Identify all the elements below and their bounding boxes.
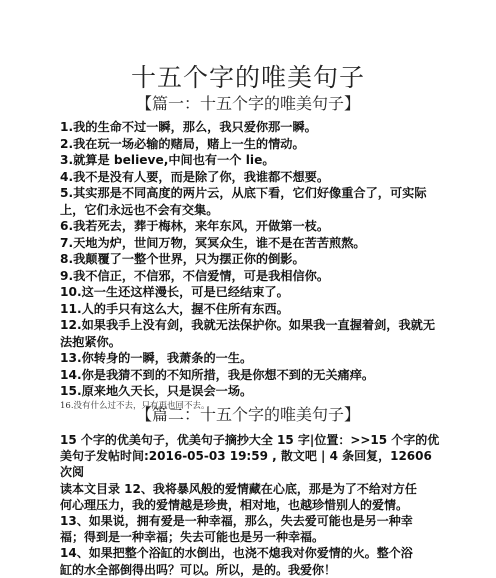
list-item: 3.就算是 believe,中间也有一个 lie。	[60, 153, 275, 167]
list-item: 10.这一生还这样漫长，可是已经结束了。	[60, 285, 289, 299]
list-item: 11.人的手只有这么大，握不住所有东西。	[60, 301, 289, 316]
paragraph-line: 福；得到是一种幸福；失去可能也是另一种幸福。	[60, 530, 325, 545]
list-item: 8.我颠覆了一整个世界，只为摆正你的倒影。	[60, 252, 305, 266]
section-one-heading: 【篇一：十五个字的唯美句子】	[135, 94, 360, 113]
list-item: 9.我不信正，不信邪，不信爱情，可是我相信你。	[60, 268, 330, 283]
section-two-heading: 【篇二：十五个字的唯美句子】	[135, 405, 360, 424]
list-item: 7.天地为炉，世间万物，冥冥众生，谁不是在苦苦煎熬。	[60, 235, 366, 250]
list-item: 4.我不是没有人要，而是除了你，我谁都不想要。	[60, 169, 330, 184]
sentence-list	[60, 119, 440, 412]
list-item: 6.我若死去，葬于梅林，来年东风，开做第一枝。	[60, 219, 330, 233]
paragraph-line: 14、如果把整个浴缸的水倒出，也浇不熄我对你爱情的火。整个浴	[60, 546, 413, 561]
list-item: 15.原来地久天长，只是误会一场。	[60, 384, 253, 398]
list-item: 2.我在玩一场必输的赌局，赌上一生的情动。	[60, 136, 305, 151]
list-item: 5.其实那是不同高度的两片云，从底下看，它们好像重合了，可实际上，它们永远也不会有交集。	[60, 186, 427, 217]
paragraph-line: 读本文目录 12、我将暴风般的爱情藏在心底，那是为了不给对方任	[60, 481, 417, 496]
section-two-paragraph	[60, 432, 442, 578]
paragraph-line: 美句子发帖时间:2016-05-03 19:59 , 散文吧 | 4 条回复，12606 次阅	[60, 449, 432, 480]
list-item: 13.你转身的一瞬，我萧条的一生。	[60, 351, 253, 365]
document-title: 十五个字的唯美句子	[130, 63, 365, 92]
paragraph-line: 何心理压力，我的爱情越是珍贵，相对地，也越珍惜别人的爱情。	[60, 497, 409, 512]
list-item: 1.我的生命不过一瞬，那么，我只爱你那一瞬。	[60, 120, 317, 134]
list-item: 12.如果我手上没有剑，我就无法保护你。如果我一直握着剑，我就无法抱紧你。	[60, 318, 436, 349]
paragraph-line: 15 个字的优美句子，优美句子摘抄大全 15 字|位置：>>15 个字的优	[60, 433, 440, 447]
paragraph-line: 13、如果说，拥有爱是一种幸福，那么，失去爱可能也是另一种幸	[60, 514, 413, 529]
list-item: 16.没有什么过不去，只有再也回不去。	[60, 400, 210, 411]
paragraph-line: 缸的水全部倒得出吗？可以。所以，是的。我爱你！	[60, 562, 337, 577]
list-item: 14.你是我猜不到的不知所措，我是你想不到的无关痛痒。	[60, 367, 375, 382]
